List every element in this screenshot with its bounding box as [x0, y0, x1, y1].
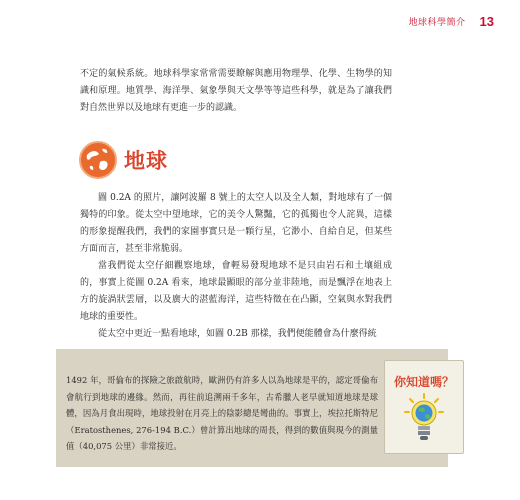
body-paragraph-1: 圖 0.2A 的照片，讓阿波羅 8 號上的太空人以及全人類，對地球有了一個獨特的印象。從太空中望地球，它的美令人驚豔，它的孤獨也令人詫異，這樣的形象提醒我們，我們的家園事實只是一顆行星，它渺小、自給自足，但某些方面而言，甚至非常脆弱。 [80, 193, 392, 254]
intro-paragraph: 不定的氣候系統。地球科學家常常需要瞭解與應用物理學、化學、生物學的知識和原理。地質學、海洋學、氣象學與天文學等等這些科學，就是為了讓我們對自然世界以及地球有更進一步的認識。 [80, 69, 392, 113]
body-paragraph-2: 當我們從太空仔細觀察地球，會輕易發現地球不是只由岩石和土壤組成的，事實上從圖 0.2A 看來，地球最顯眼的部分並非陸地，而是飄浮在地表上方的旋渦狀雲層，以及廣大的湛藍海洋，這些特徵在在凸顯，空氣與水對我們地球的重要性。 [80, 261, 392, 322]
did-you-know-card [384, 360, 464, 454]
did-you-know-title: 你知道嗎？ [393, 375, 454, 389]
body-paragraph-3: 從太空中更近一點看地球，如圖 0.2B 那樣，我們便能體會為什麼得統 [98, 329, 377, 339]
globe-icon [78, 140, 118, 180]
page-header [409, 14, 494, 29]
section-heading-text: 地球 [124, 149, 168, 173]
section-heading [78, 140, 168, 180]
sidebar-text: 1492 年，哥倫布的探險之旅啟航時，歐洲仍有許多人以為地球是平的，認定哥倫布會航行到地球的邊緣。然而，再往前追溯兩千多年，古希臘人老早就知道地球是球體，因為月食出現時，地球投射在月亮上的陰影總是彎曲的。事實上，埃拉托斯特尼（Eratosthenes, 276-194 B.C.）曾計算出地球的周長，得到的數值與現今的測量值（40,075 公里）非常接近。 [66, 375, 378, 451]
page-number: 13 [479, 14, 494, 29]
lightbulb-globe-icon [404, 393, 444, 447]
running-section-title: 地球科學簡介 [408, 18, 466, 28]
